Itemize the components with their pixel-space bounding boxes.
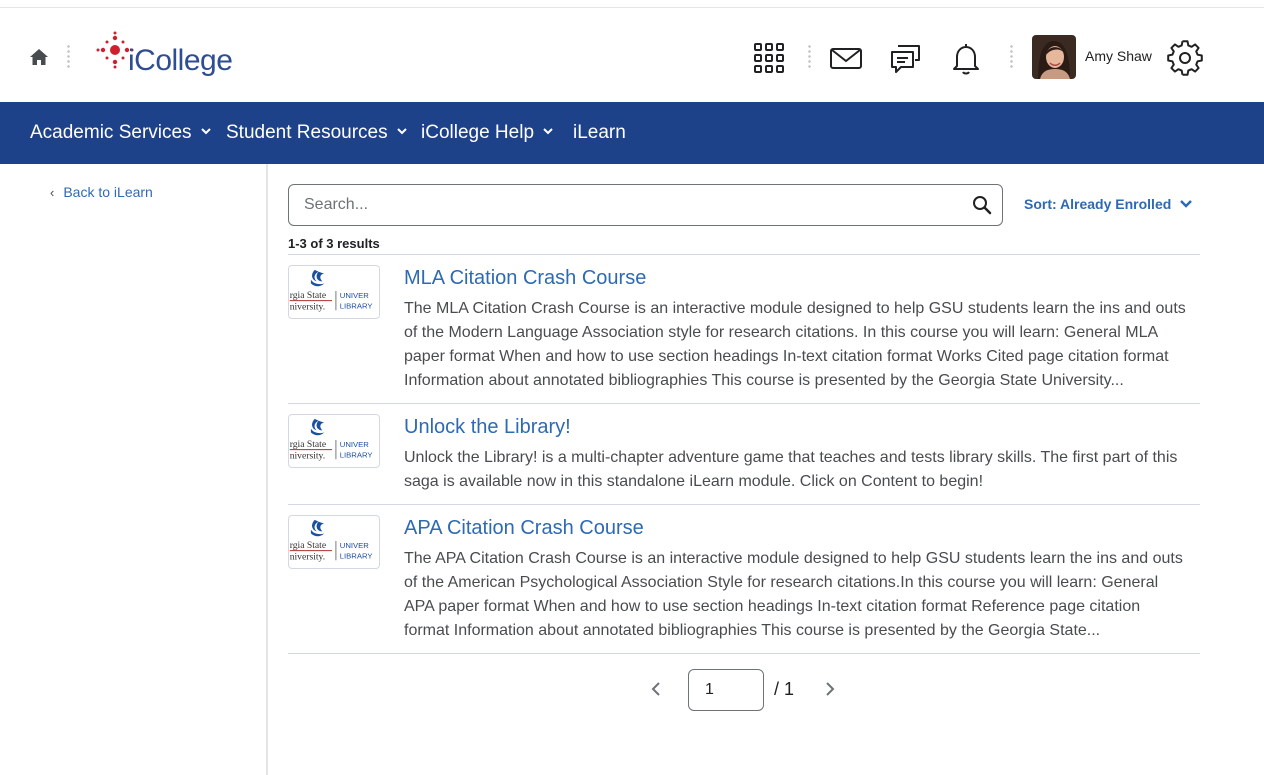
home-icon[interactable] xyxy=(28,46,50,68)
thumb-text: UNIVER xyxy=(339,290,369,300)
thumb-text: UNIVER xyxy=(339,540,369,550)
sidebar xyxy=(0,164,268,775)
thumb-text: niversity. xyxy=(289,551,326,563)
result-count: 1-3 of 3 results xyxy=(288,236,380,251)
nav-label: iLearn xyxy=(573,122,626,143)
main-nav-bar xyxy=(0,102,1264,164)
search-icon[interactable] xyxy=(972,195,992,215)
sort-label: Sort: Already Enrolled xyxy=(1024,196,1172,212)
chevron-down-icon xyxy=(397,126,407,136)
search-input[interactable] xyxy=(289,185,929,225)
nav-label: Academic Services xyxy=(30,122,192,143)
nav-ilearn[interactable] xyxy=(573,102,626,164)
next-page-button[interactable] xyxy=(822,680,838,698)
thumb-text: rgia State xyxy=(289,438,327,450)
thumb-text: LIBRARY xyxy=(339,551,373,561)
previous-page-button[interactable] xyxy=(648,680,664,698)
search-box xyxy=(288,184,1003,226)
header-bar xyxy=(0,8,1264,102)
header-separator xyxy=(1010,44,1013,70)
chevron-down-icon xyxy=(1179,199,1193,209)
gear-icon[interactable] xyxy=(1167,40,1203,76)
course-description: Unlock the Library! is a multi-chapter adventure game that teaches and tests library skills. The first part of this saga is available now in this standalone iLearn module. Click on Content to begin! xyxy=(404,449,1178,490)
back-to-ilearn-link[interactable] xyxy=(50,184,153,200)
nav-icollege-help[interactable] xyxy=(421,102,553,164)
page-total: / 1 xyxy=(774,679,795,699)
avatar[interactable] xyxy=(1032,35,1076,79)
course-thumbnail[interactable] xyxy=(288,414,380,468)
course-thumbnail[interactable] xyxy=(288,265,380,319)
nav-student-resources[interactable] xyxy=(226,102,407,164)
nav-label: Student Resources xyxy=(226,122,388,143)
thumb-text: UNIVER xyxy=(339,439,369,449)
sort-dropdown[interactable] xyxy=(1024,196,1193,212)
course-description: The MLA Citation Crash Course is an interactive module designed to help GSU students learn the ins and outs of the Modern Language Association style for research citations. In this course you will learn: General MLA paper format When and how to use section headings In-text citation format Works Cited page citation format Information about annotated bibliographies This course is presented by the Georgia State University... xyxy=(404,300,1186,389)
thumb-text: rgia State xyxy=(289,539,327,551)
thumb-text: LIBRARY xyxy=(339,450,373,460)
course-thumbnail[interactable] xyxy=(288,515,380,569)
thumb-text: LIBRARY xyxy=(339,301,373,311)
chevron-down-icon xyxy=(201,126,211,136)
divider xyxy=(288,653,1200,654)
course-description: The APA Citation Crash Course is an interactive module designed to help GSU students learn the ins and outs of the American Psychological Association Style for research citations.In this course you will learn: General APA paper format When and how to use section headings In-text citation format Reference page citation format Information about annotated bibliographies This course is presented by the Georgia State... xyxy=(404,550,1183,639)
header-separator xyxy=(67,44,70,70)
thumb-text: niversity. xyxy=(289,450,326,462)
list-item xyxy=(288,403,1200,504)
back-link-label: Back to iLearn xyxy=(63,184,153,200)
bell-icon[interactable] xyxy=(948,40,984,76)
top-border xyxy=(0,0,1264,8)
nav-academic-services[interactable] xyxy=(30,102,211,164)
thumb-text: niversity. xyxy=(289,301,326,313)
list-item xyxy=(288,504,1200,653)
chevron-down-icon xyxy=(543,126,553,136)
course-title-link[interactable]: Unlock the Library! xyxy=(404,416,571,438)
user-name[interactable]: Amy Shaw xyxy=(1085,48,1152,64)
course-title-link[interactable]: MLA Citation Crash Course xyxy=(404,267,647,289)
list-item xyxy=(288,254,1200,403)
nav-label: iCollege Help xyxy=(421,122,535,143)
chevron-left-icon: ‹ xyxy=(50,185,55,200)
chat-icon[interactable] xyxy=(888,40,924,76)
chevron-right-icon xyxy=(827,683,833,695)
mail-icon[interactable] xyxy=(828,40,864,76)
chevron-left-icon xyxy=(653,683,659,695)
results-list xyxy=(288,254,1200,654)
apps-grid-icon[interactable] xyxy=(751,40,787,76)
logo-text[interactable]: iCollege xyxy=(128,44,233,77)
page-number-input[interactable] xyxy=(688,669,764,711)
thumb-text: rgia State xyxy=(289,289,327,301)
course-title-link[interactable]: APA Citation Crash Course xyxy=(404,517,644,539)
header-separator xyxy=(808,44,811,70)
